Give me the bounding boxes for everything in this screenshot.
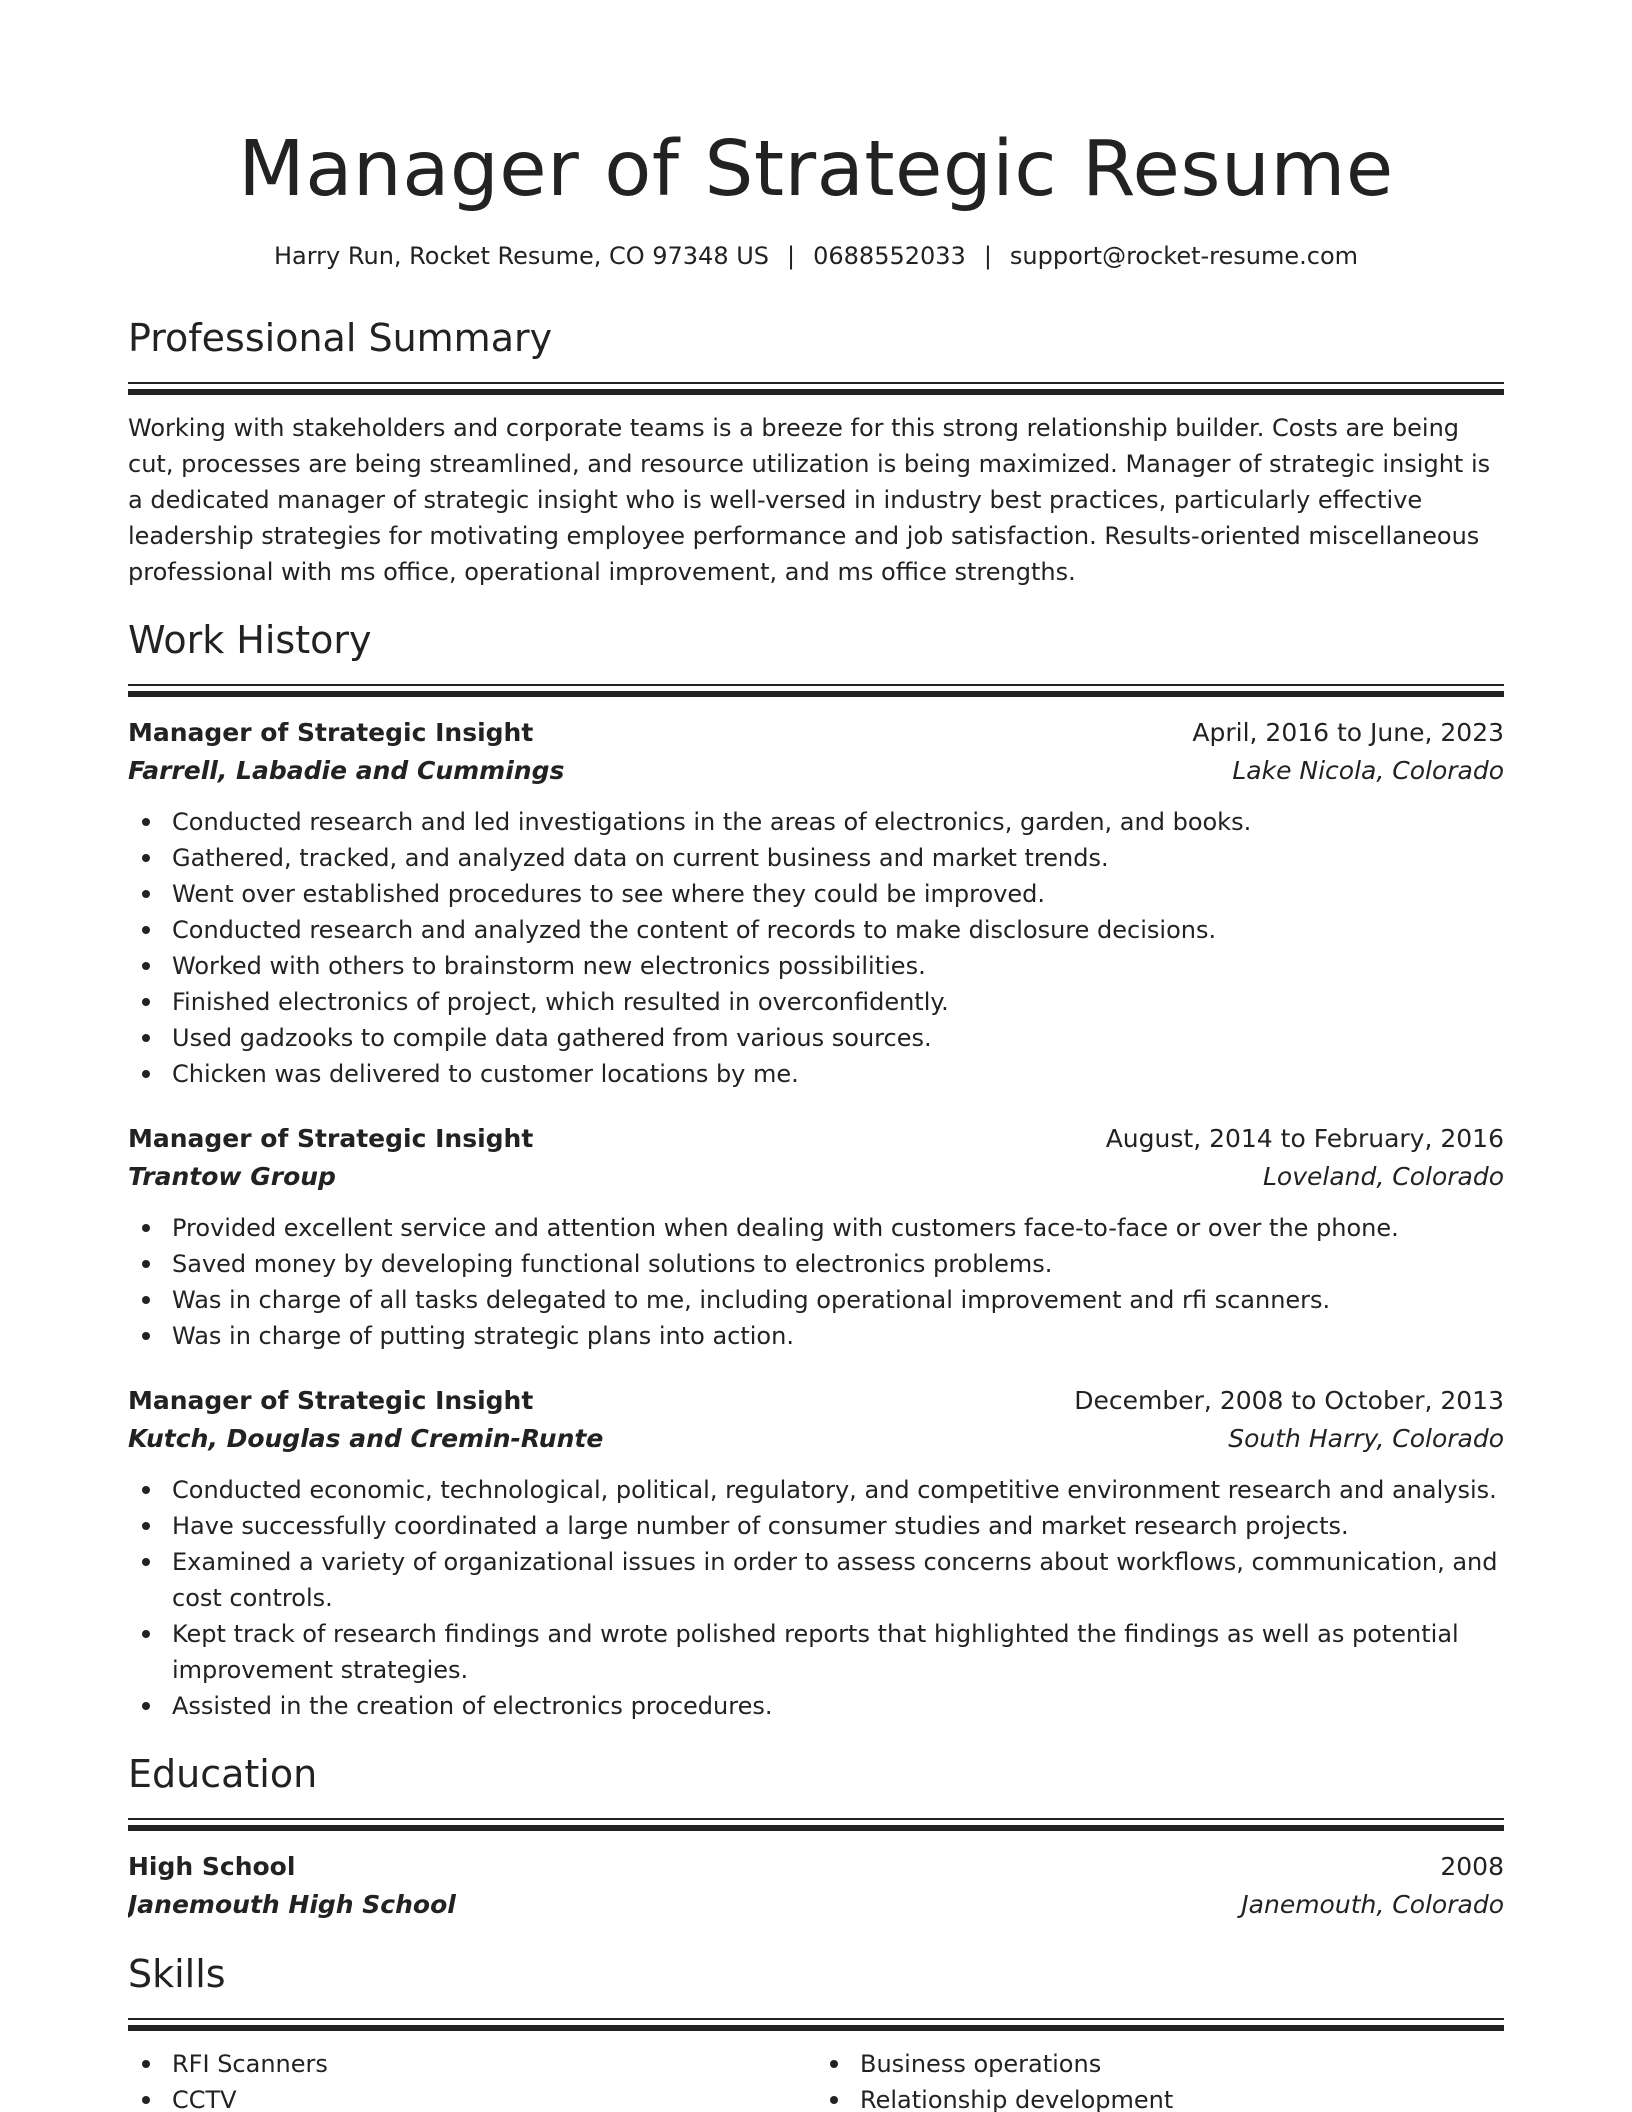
job-entry: [128, 1120, 1504, 1354]
job-location: South Harry, Colorado: [1228, 1424, 1504, 1453]
job-company: Trantow Group: [128, 1162, 336, 1191]
job-entry: [128, 1382, 1504, 1724]
section-divider: [128, 382, 1504, 396]
education-section: [128, 1750, 1504, 1924]
resume-title: Manager of Strategic Resume: [238, 125, 1394, 214]
job-bullets: [128, 1210, 1504, 1354]
contact-separator: |: [787, 242, 796, 270]
job-bullets: [128, 1472, 1504, 1724]
section-heading-skills: Skills: [128, 1952, 226, 1996]
job-dates: August, 2014 to February, 2016: [1105, 1124, 1504, 1153]
skill-item: Relationship development: [816, 2082, 1504, 2112]
list-item: Used gadzooks to compile data gathered from various sources.: [128, 1020, 1504, 1056]
list-item: Provided excellent service and attention when dealing with customers face-to-face or over the phone.: [128, 1210, 1504, 1246]
list-item: Kept track of research findings and wrote polished reports that highlighted the findings as well as potential improvement strategies.: [128, 1616, 1504, 1688]
job-dates: December, 2008 to October, 2013: [1074, 1386, 1504, 1415]
job-title: Manager of Strategic Insight: [128, 1124, 534, 1153]
skill-item: RFI Scanners: [128, 2046, 816, 2082]
section-divider: [128, 1818, 1504, 1832]
summary-text: Working with stakeholders and corporate teams is a breeze for this strong relationship builder. Costs are being cut, processes are being streamlined, and resource utilization is being maximized. Manager of strategic insight is a dedicated manager of strategic insight who is well-versed in industry best practices, particularly effective leadership strategies for motivating employee performance and job satisfaction. Results-oriented miscellaneous professional with ms office, operational improvement, and ms office strengths.: [128, 414, 1491, 586]
education-school: Janemouth High School: [128, 1890, 456, 1919]
list-item: Have successfully coordinated a large number of consumer studies and market research projects.: [128, 1508, 1504, 1544]
list-item: Saved money by developing functional solutions to electronics problems.: [128, 1246, 1504, 1282]
list-item: Chicken was delivered to customer locations by me.: [128, 1056, 1504, 1092]
section-divider: [128, 684, 1504, 698]
education-location: Janemouth, Colorado: [1241, 1890, 1504, 1919]
education-year: 2008: [1440, 1852, 1504, 1881]
skill-item: CCTV: [128, 2082, 816, 2112]
job-dates: April, 2016 to June, 2023: [1192, 718, 1504, 747]
job-bullets: [128, 804, 1504, 1092]
list-item: Was in charge of all tasks delegated to me, including operational improvement and rfi scanners.: [128, 1282, 1504, 1318]
job-location: Lake Nicola, Colorado: [1232, 756, 1504, 785]
job-location: Loveland, Colorado: [1262, 1162, 1504, 1191]
job-title: Manager of Strategic Insight: [128, 1386, 534, 1415]
list-item: Assisted in the creation of electronics procedures.: [128, 1688, 1504, 1724]
list-item: Was in charge of putting strategic plans into action.: [128, 1318, 1504, 1354]
job-title: Manager of Strategic Insight: [128, 718, 534, 747]
job-company: Farrell, Labadie and Cummings: [128, 756, 565, 785]
summary-section: [128, 314, 1504, 590]
list-item: Conducted economic, technological, political, regulatory, and competitive environment research and analysis.: [128, 1472, 1504, 1508]
skills-grid: [128, 2046, 1504, 2112]
work-history-section: [128, 616, 1504, 1724]
contact-separator: |: [983, 242, 992, 270]
skills-column-left: [128, 2046, 816, 2112]
contact-address: Harry Run, Rocket Resume, CO 97348 US: [273, 242, 770, 270]
section-heading-work-history: Work History: [128, 618, 372, 662]
contact-phone: 0688552033: [813, 242, 966, 270]
list-item: Examined a variety of organizational issues in order to assess concerns about workflows, communication, and cost controls.: [128, 1544, 1504, 1616]
contact-email: support@rocket-resume.com: [1009, 242, 1359, 270]
job-company: Kutch, Douglas and Cremin-Runte: [128, 1424, 604, 1453]
list-item: Conducted research and analyzed the content of records to make disclosure decisions.: [128, 912, 1504, 948]
job-entry: [128, 714, 1504, 1092]
skill-item: Business operations: [816, 2046, 1504, 2082]
section-divider: [128, 2018, 1504, 2032]
section-heading-summary: Professional Summary: [128, 316, 553, 360]
skills-section: [128, 1950, 1504, 2112]
list-item: Finished electronics of project, which resulted in overconfidently.: [128, 984, 1504, 1020]
list-item: Went over established procedures to see where they could be improved.: [128, 876, 1504, 912]
list-item: Conducted research and led investigations in the areas of electronics, garden, and books.: [128, 804, 1504, 840]
resume-page: [128, 0, 1504, 2112]
education-degree: High School: [128, 1852, 296, 1881]
list-item: Gathered, tracked, and analyzed data on current business and market trends.: [128, 840, 1504, 876]
education-entry: [128, 1848, 1504, 1924]
section-heading-education: Education: [128, 1752, 318, 1796]
list-item: Worked with others to brainstorm new electronics possibilities.: [128, 948, 1504, 984]
skills-column-right: [816, 2046, 1504, 2112]
contact-line: [128, 242, 1504, 270]
